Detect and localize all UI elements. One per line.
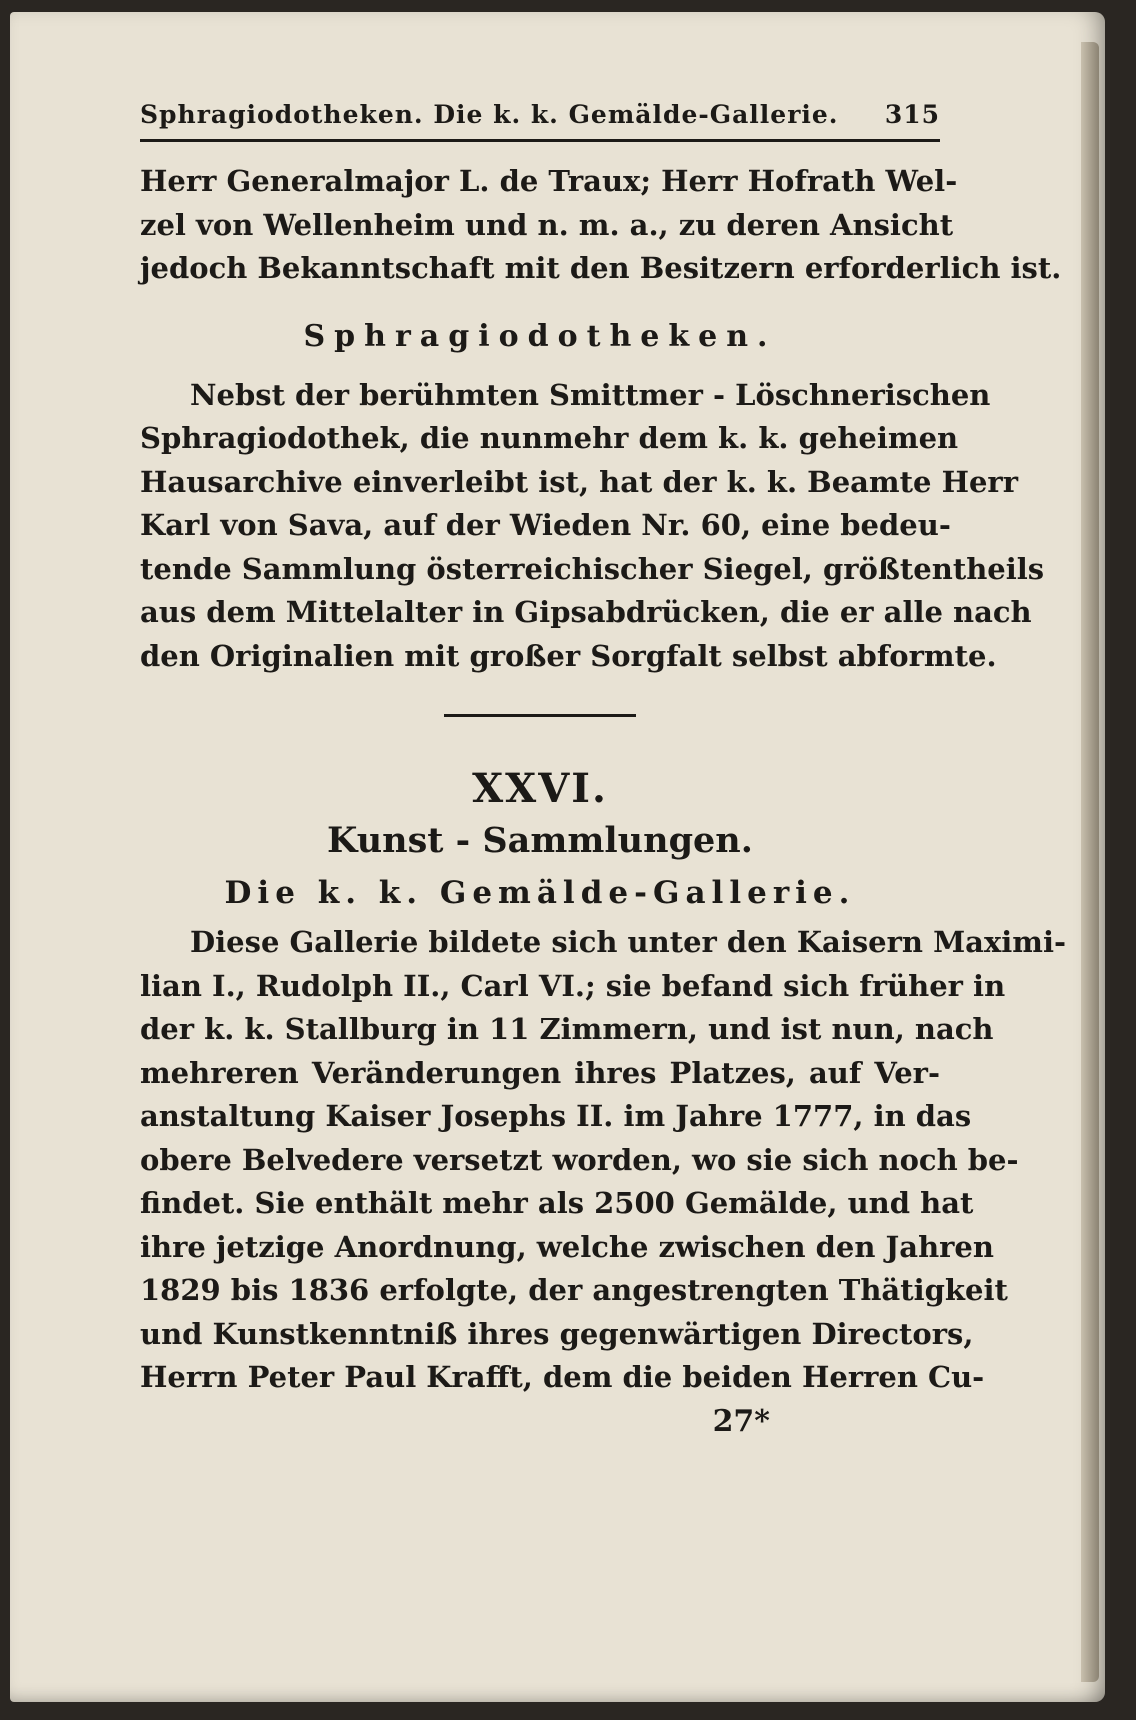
text-line: Karl von Sava, auf der Wieden Nr. 60, eine bedeu- <box>140 508 951 542</box>
text-line: der k. k. Stallburg in 11 Zimmern, und ist nun, nach <box>140 1012 994 1046</box>
signature-mark: 27* <box>712 1403 770 1439</box>
text-line: Hausarchive einverleibt ist, hat der k. k. Beamte Herr <box>140 464 1018 499</box>
text-line: Herr Generalmajor L. de Traux; Herr Hofrath Wel- <box>140 164 958 198</box>
page-number: 315 <box>884 100 940 129</box>
text-line: Diese Gallerie bildete sich unter den Kaisern Maximi- <box>190 925 1067 959</box>
text-line: tende Sammlung österreichischer Siegel, größtentheils <box>140 551 1045 586</box>
text-line: obere Belvedere versetzt worden, wo sie sich noch be- <box>140 1142 1019 1177</box>
paper-page <box>10 12 1105 1702</box>
text-line: Herrn Peter Paul Krafft, dem die beiden Herren Cu- <box>140 1360 985 1394</box>
chapter-title: Kunst - Sammlungen. <box>327 820 753 861</box>
paragraph-1 <box>140 160 1062 291</box>
section-title: Sphragiodotheken. <box>303 318 777 354</box>
text-line: Sphragiodothek, die nunmehr dem k. k. geheimen <box>140 421 959 455</box>
page-edge-shadow <box>1081 42 1099 1682</box>
paragraph-3 <box>140 921 1067 1400</box>
running-head-title: Sphragiodotheken. Die k. k. Gemälde-Gallerie. <box>140 100 839 129</box>
text-line: anstaltung Kaiser Josephs II. im Jahre 1777, in das <box>140 1099 972 1133</box>
sub-title: Die k. k. Gemälde-Gallerie. <box>224 875 856 911</box>
text-line: und Kunstkenntniß ihres gegenwärtigen Directors, <box>140 1316 974 1351</box>
text-block <box>140 100 1067 1439</box>
text-line: lian I., Rudolph II., Carl VI.; sie befand sich früher in <box>140 968 1006 1003</box>
text-line: ihre jetzige Anordnung, welche zwischen den Jahren <box>140 1229 994 1264</box>
text-line: jedoch Bekanntschaft mit den Besitzern erforderlich ist. <box>140 251 1062 285</box>
text-line: zel von Wellenheim und n. m. a., zu deren Ansicht <box>140 207 954 242</box>
running-head <box>140 100 940 142</box>
text-line: Nebst der berühmten Smittmer - Löschnerischen <box>190 377 991 412</box>
text-line: findet. Sie enthält mehr als 2500 Gemälde, und hat <box>140 1186 974 1220</box>
text-line: mehreren Veränderungen ihres Platzes, auf Ver- <box>140 1055 940 1090</box>
divider-rule <box>444 714 636 717</box>
paragraph-2 <box>140 374 1045 679</box>
text-line: aus dem Mittelalter in Gipsabdrücken, die er alle nach <box>140 595 1032 629</box>
chapter-number: XXVI. <box>472 765 608 812</box>
text-line: den Originalien mit großer Sorgfalt selbst abformte. <box>140 638 997 673</box>
text-line: 1829 bis 1836 erfolgte, der angestrengten Thätigkeit <box>140 1273 1008 1307</box>
